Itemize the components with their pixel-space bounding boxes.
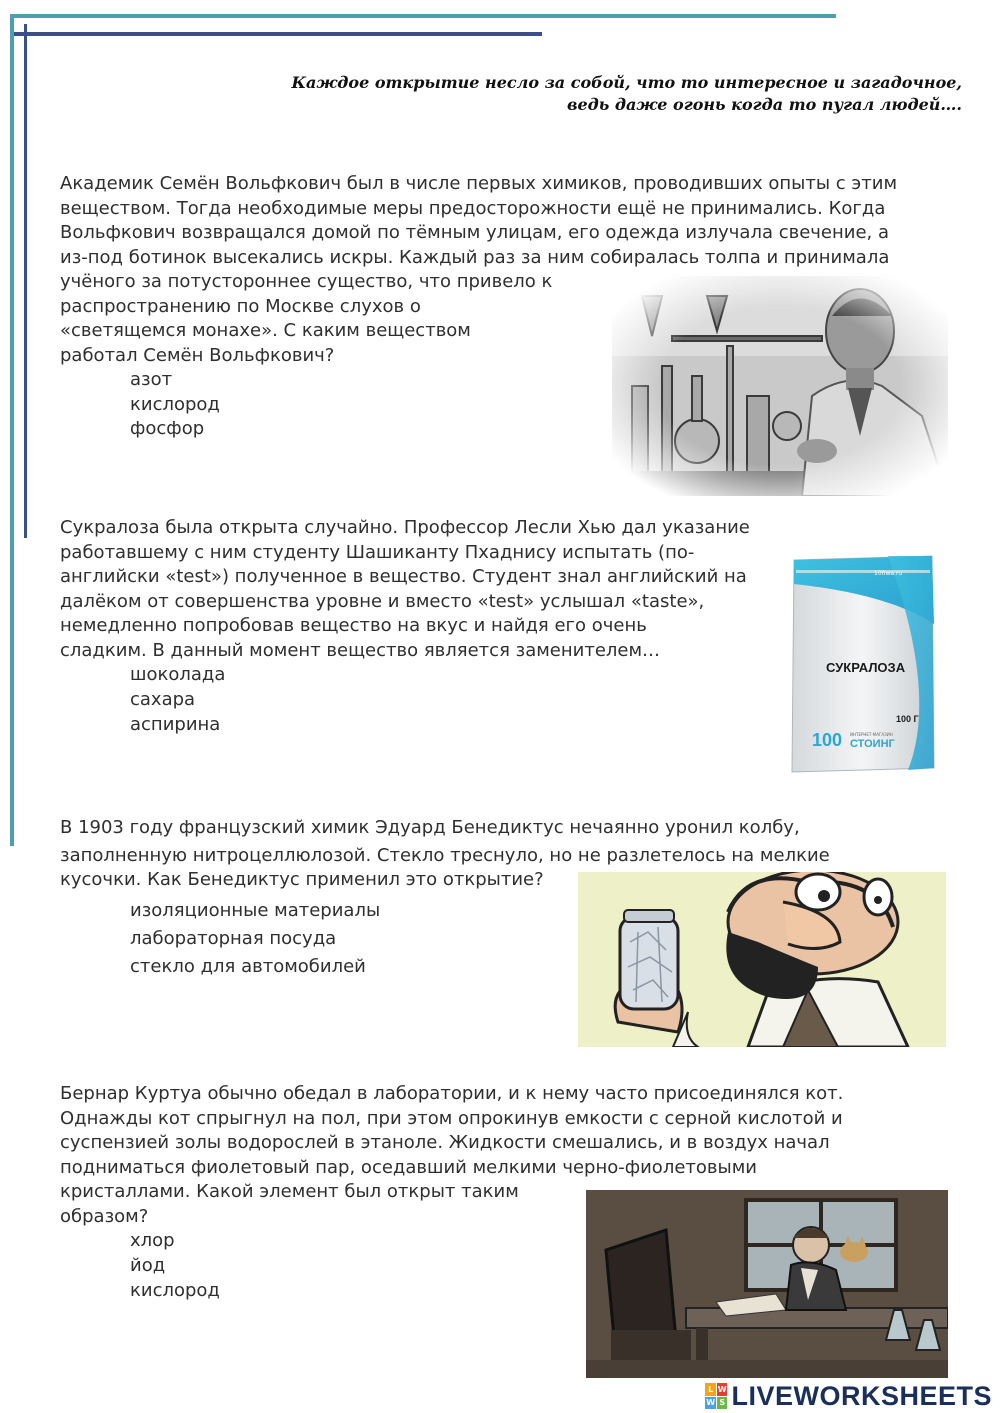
q1-option-nitrogen[interactable]: азот (130, 369, 173, 390)
text-line: распространению по Москве слухов о (60, 295, 421, 317)
text-line: Бернар Куртуа обычно обедал в лаборатории, и к нему часто присоединялся кот. (60, 1083, 844, 1104)
courtois-lab-illustration (586, 1190, 948, 1378)
package-site-label: 100wa.ru (874, 570, 903, 577)
text-line: Вольфкович возвращался домой по тёмным улицам, его одежда излучала свечение, а (60, 222, 890, 243)
text-line: подниматься фиолетовый пар, оседавший мелкими черно-фиолетовыми (60, 1156, 757, 1178)
liveworksheets-logo[interactable] (705, 1381, 992, 1411)
text-line: кусочки. Как Бенедиктус применил это открытие? (60, 869, 544, 890)
q3-option-car-glass[interactable]: стекло для автомобилей (130, 956, 366, 977)
text-line: работал Семён Вольфкович? (60, 344, 335, 366)
frame-left-line-outer (24, 24, 27, 538)
q4-option-iodine[interactable]: йод (130, 1255, 166, 1276)
scientist-lab-photo (612, 276, 948, 496)
text-line: сладким. В данный момент вещество является заменителем… (60, 639, 661, 661)
question-2-text (60, 516, 750, 663)
motto-line-1: Каждое открытие несло за собой, что то интересное и загадочное, (291, 73, 962, 92)
package-product-name: СУКРАЛОЗА (826, 660, 906, 675)
q3-option-insulation[interactable]: изоляционные материалы (130, 900, 381, 921)
q3-option-labware[interactable]: лабораторная посуда (130, 928, 337, 949)
q1-option-oxygen[interactable]: кислород (130, 394, 220, 415)
text-line: из-под ботинок высекались искры. Каждый раз за ним собиралась толпа и принимала (60, 246, 890, 268)
text-line: работавшему с ним студенту Шашиканту Пхаднису испытать (по- (60, 541, 695, 563)
logo-letter: W (706, 1398, 716, 1408)
q2-option-sugar[interactable]: сахара (130, 689, 196, 710)
package-weight: 100 Г (896, 714, 919, 724)
text-line: английски «test») полученное в вещество. Студент знал английский на (60, 566, 747, 587)
text-line: Сукралоза была открыта случайно. Профессор Лесли Хью дал указание (60, 517, 750, 538)
logo-letter: L (705, 1383, 716, 1396)
q2-option-aspirin[interactable]: аспирина (130, 714, 221, 735)
text-line: Однажды кот спрыгнул на пол, при этом опрокинув емкости с серной кислотой и (60, 1107, 843, 1129)
sucralose-package-image (788, 554, 938, 774)
q2-option-chocolate[interactable]: шоколада (130, 664, 226, 685)
text-line: учёного за потустороннее существо, что привело к (60, 271, 553, 292)
motto-line-2: ведь даже огонь когда то пугал людей…. (566, 95, 962, 114)
text-line: немедленно попробовав вещество на вкус и найдя его очень (60, 615, 647, 636)
logo-mark-icon (705, 1383, 727, 1409)
text-line: суспензией золы водорослей в этаноле. Жидкости смешались, и в воздух начал (60, 1132, 830, 1153)
frame-top-line-short (10, 32, 542, 36)
logo-letter: W (717, 1384, 727, 1394)
cartoon-chemist-image (578, 872, 946, 1047)
frame-top-line-long (10, 14, 836, 18)
text-line: образом? (60, 1205, 149, 1227)
q1-option-phosphorus[interactable]: фосфор (130, 418, 205, 439)
text-line: Академик Семён Вольфкович был в числе первых химиков, проводивших опыты с этим (60, 173, 898, 194)
logo-text: LIVEWORKSHEETS (731, 1380, 992, 1411)
q4-option-oxygen[interactable]: кислород (130, 1280, 220, 1301)
page-motto (202, 72, 962, 116)
text-line: кристаллами. Какой элемент был открыт таким (60, 1181, 519, 1202)
text-line: далёком от совершенства уровне и вместо «test» услышал «taste», (60, 590, 705, 612)
text-line: «светящемся монахе». С каким веществом (60, 320, 471, 341)
q4-option-chlorine[interactable]: хлор (130, 1230, 175, 1251)
package-logo-word: СТОИНГ (850, 738, 895, 750)
text-line: веществом. Тогда необходимые меры предосторожности ещё не принимались. Когда (60, 197, 886, 219)
package-logo-small: ИНТЕРНЕТ-МАГАЗИН (850, 732, 893, 737)
text-line: заполненную нитроцеллюлозой. Стекло треснуло, но не разлетелось на мелкие (60, 845, 830, 866)
frame-left-line-inner (10, 14, 14, 846)
text-line: В 1903 году французский химик Эдуард Бенедиктус нечаянно уронил колбу, (60, 817, 800, 838)
logo-letter: S (717, 1397, 728, 1410)
package-logo-number: 100 (812, 730, 843, 750)
